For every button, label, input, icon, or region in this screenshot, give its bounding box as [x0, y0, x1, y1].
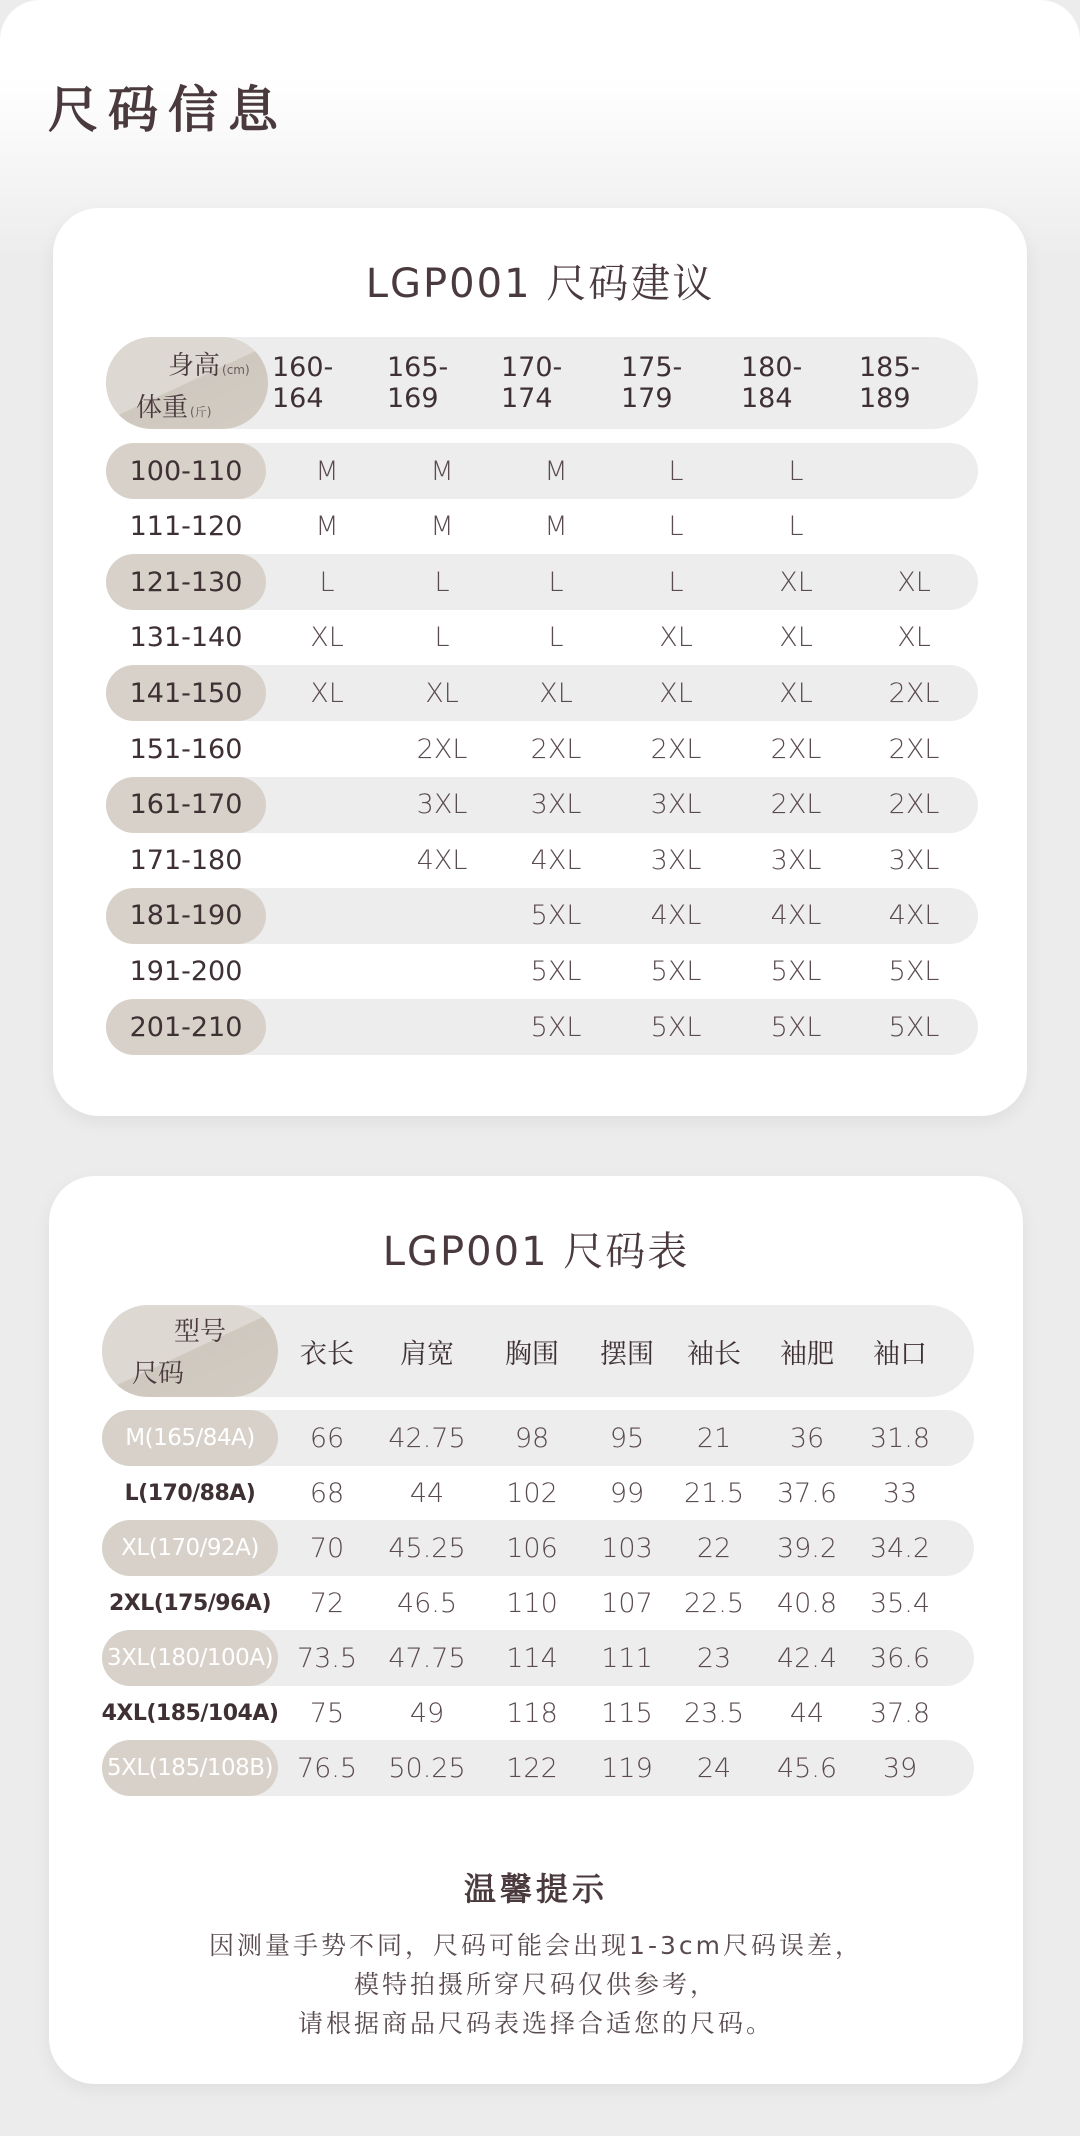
measure-cell: 21: [696, 1422, 732, 1454]
measure-cell: 44: [409, 1477, 445, 1509]
size-cell: [859, 499, 969, 555]
measure-cell: 37.6: [776, 1477, 838, 1509]
size-recommend-card: [53, 208, 1027, 1116]
measure-cell: 99: [609, 1477, 645, 1509]
tips-line: 模特拍摄所穿尺码仅供参考，: [353, 1970, 718, 1999]
size-cell: 4XL: [770, 900, 822, 932]
size-cell: 4XL: [416, 844, 468, 876]
recommend-title: LGP001 尺码建议: [365, 261, 715, 307]
measure-cell: 95: [609, 1422, 645, 1454]
size-cell: [272, 943, 382, 999]
weight-range: 100-110: [106, 443, 266, 499]
weight-range: 181-190: [106, 888, 266, 944]
corner-model-label: 型号: [174, 1317, 227, 1347]
size-cell: 5XL: [530, 900, 582, 932]
measure-cell: 47.75: [388, 1642, 466, 1674]
measure-cell: 66: [309, 1422, 345, 1454]
recommend-row: [106, 777, 978, 833]
size-cell: L: [434, 622, 450, 654]
size-cell: XL: [779, 566, 813, 598]
recommend-row: [106, 499, 978, 555]
size-cell: [387, 943, 497, 999]
measure-cell: 34.2: [869, 1532, 931, 1564]
size-cell: M: [430, 511, 454, 543]
measure-cell: 44: [789, 1697, 825, 1729]
size-cell: XL: [310, 677, 344, 709]
size-cell: 3XL: [770, 844, 822, 876]
corner-size-label: 尺码: [132, 1359, 185, 1389]
size-chart-row: [102, 1685, 974, 1741]
recommend-header: [106, 337, 978, 429]
measure-cell: 107: [601, 1587, 653, 1619]
height-col-header: 180-184: [741, 352, 803, 414]
measure-cell: 72: [309, 1587, 345, 1619]
weight-range: 201-210: [106, 999, 266, 1055]
size-chart-row: [102, 1740, 974, 1796]
measure-cell: 103: [601, 1532, 653, 1564]
measure-col-header: 袖长: [687, 1338, 741, 1370]
measure-cell: 21.5: [683, 1477, 745, 1509]
recommend-row: [106, 943, 978, 999]
height-col-header: 185-189: [859, 352, 921, 414]
size-label: 2XL(175/96A): [109, 1590, 271, 1616]
measure-cell: 45.25: [388, 1532, 466, 1564]
size-cell: XL: [659, 677, 693, 709]
measure-cell: 39.2: [776, 1532, 838, 1564]
size-cell: [272, 777, 382, 833]
size-label: 4XL(185/104A): [101, 1700, 279, 1726]
header-corner: [106, 337, 268, 429]
size-cell: 3XL: [888, 844, 940, 876]
recommend-row: [106, 832, 978, 888]
size-chart-row: [102, 1575, 974, 1631]
height-col-header: 175-179: [621, 352, 683, 414]
weight-range: 131-140: [129, 622, 243, 654]
size-cell: XL: [310, 622, 344, 654]
size-label: XL(170/92A): [102, 1520, 278, 1576]
measure-cell: 42.4: [776, 1642, 838, 1674]
header-corner: [102, 1305, 278, 1397]
measure-cell: 102: [506, 1477, 558, 1509]
size-cell: L: [548, 566, 564, 598]
recommend-row: [106, 443, 978, 499]
size-cell: 3XL: [650, 844, 702, 876]
measure-col-header: 袖肥: [780, 1338, 834, 1370]
measure-cell: 35.4: [869, 1587, 931, 1619]
size-cell: 5XL: [650, 955, 702, 987]
size-label: L(170/88A): [124, 1480, 256, 1506]
measure-cell: 42.75: [388, 1422, 466, 1454]
measure-cell: 111: [601, 1642, 653, 1674]
size-label: M(165/84A): [102, 1410, 278, 1466]
size-cell: [387, 888, 497, 944]
size-cell: M: [430, 455, 454, 487]
corner-weight-unit: (斤): [190, 405, 212, 419]
weight-range: 111-120: [129, 511, 243, 543]
size-cell: 5XL: [888, 955, 940, 987]
size-chart-card: [49, 1176, 1023, 2084]
measure-col-header: 衣长: [300, 1338, 354, 1370]
measure-cell: 50.25: [388, 1752, 466, 1784]
size-label: 5XL(185/108B): [102, 1740, 278, 1796]
size-cell: 2XL: [770, 733, 822, 765]
size-cell: [387, 999, 497, 1055]
size-cell: 2XL: [888, 733, 940, 765]
size-cell: M: [315, 511, 339, 543]
measure-cell: 46.5: [396, 1587, 458, 1619]
size-cell: M: [544, 511, 568, 543]
size-cell: [272, 999, 382, 1055]
measure-col-header: 胸围: [505, 1338, 559, 1370]
weight-range: 121-130: [106, 554, 266, 610]
size-cell: L: [788, 511, 804, 543]
size-label: 3XL(180/100A): [102, 1630, 278, 1686]
size-cell: [272, 832, 382, 888]
measure-col-header: 肩宽: [400, 1338, 454, 1370]
size-cell: [272, 721, 382, 777]
size-cell: 2XL: [530, 733, 582, 765]
size-cell: L: [668, 455, 684, 487]
size-cell: 3XL: [416, 789, 468, 821]
size-cell: 3XL: [530, 789, 582, 821]
tips-line: 因测量手势不同，尺码可能会出现1-3cm尺码误差，: [209, 1931, 863, 1960]
size-cell: L: [788, 455, 804, 487]
size-cell: 4XL: [888, 900, 940, 932]
height-col-header: 160-164: [272, 352, 334, 414]
measure-cell: 40.8: [776, 1587, 838, 1619]
size-cell: 2XL: [770, 789, 822, 821]
measure-cell: 70: [309, 1532, 345, 1564]
size-cell: 2XL: [650, 733, 702, 765]
size-cell: M: [315, 455, 339, 487]
size-cell: 5XL: [650, 1011, 702, 1043]
corner-height-label: 身高: [168, 351, 221, 381]
size-cell: M: [544, 455, 568, 487]
size-cell: XL: [779, 622, 813, 654]
size-cell: 2XL: [888, 789, 940, 821]
measure-col-header: 摆围: [600, 1338, 654, 1370]
measure-cell: 119: [601, 1752, 653, 1784]
size-cell: 5XL: [770, 1011, 822, 1043]
size-cell: 5XL: [530, 1011, 582, 1043]
recommend-row: [106, 610, 978, 666]
size-cell: XL: [659, 622, 693, 654]
size-cell: L: [319, 566, 335, 598]
measure-cell: 75: [309, 1697, 345, 1729]
measure-cell: 36: [789, 1422, 825, 1454]
weight-range: 151-160: [129, 733, 243, 765]
tips-line: 请根据商品尺码表选择合适您的尺码。: [297, 2009, 774, 2038]
size-chart-row: [102, 1465, 974, 1521]
measure-cell: 118: [506, 1697, 558, 1729]
corner-weight-label: 体重: [136, 393, 189, 423]
weight-range: 161-170: [106, 777, 266, 833]
size-chart-header: [102, 1305, 974, 1397]
measure-cell: 33: [882, 1477, 918, 1509]
size-cell: 5XL: [530, 955, 582, 987]
measure-cell: 24: [696, 1752, 732, 1784]
height-col-header: 165-169: [387, 352, 449, 414]
measure-cell: 114: [506, 1642, 558, 1674]
measure-cell: 45.6: [776, 1752, 838, 1784]
size-cell: L: [668, 511, 684, 543]
measure-cell: 23: [696, 1642, 732, 1674]
size-cell: L: [434, 566, 450, 598]
size-cell: XL: [779, 677, 813, 709]
measure-cell: 36.6: [869, 1642, 931, 1674]
weight-range: 171-180: [129, 844, 243, 876]
measure-cell: 68: [309, 1477, 345, 1509]
measure-cell: 106: [506, 1532, 558, 1564]
weight-range: 141-150: [106, 665, 266, 721]
measure-cell: 110: [506, 1587, 558, 1619]
measure-cell: 115: [601, 1697, 653, 1729]
measure-cell: 76.5: [296, 1752, 358, 1784]
size-cell: 2XL: [888, 677, 940, 709]
size-cell: [272, 888, 382, 944]
measure-col-header: 袖口: [873, 1338, 927, 1370]
size-cell: 5XL: [888, 1011, 940, 1043]
size-chart-row: [102, 1520, 974, 1576]
measure-cell: 73.5: [296, 1642, 358, 1674]
measure-cell: 39: [882, 1752, 918, 1784]
size-chart-row: [102, 1630, 974, 1686]
corner-height-unit: (cm): [222, 363, 250, 377]
height-col-header: 170-174: [501, 352, 563, 414]
size-cell: XL: [897, 622, 931, 654]
measure-cell: 122: [506, 1752, 558, 1784]
size-cell: L: [668, 566, 684, 598]
recommend-row: [106, 721, 978, 777]
page-title: 尺码信息: [48, 81, 288, 139]
weight-range: 191-200: [129, 955, 243, 987]
size-chart-title: LGP001 尺码表: [382, 1229, 690, 1275]
size-cell: XL: [425, 677, 459, 709]
measure-cell: 31.8: [869, 1422, 931, 1454]
size-cell: XL: [539, 677, 573, 709]
tips-title: 温馨提示: [463, 1870, 608, 1908]
size-cell: L: [548, 622, 564, 654]
size-cell: 5XL: [770, 955, 822, 987]
measure-cell: 23.5: [683, 1697, 745, 1729]
recommend-row: [106, 665, 978, 721]
size-cell: XL: [897, 566, 931, 598]
measure-cell: 37.8: [869, 1697, 931, 1729]
measure-cell: 98: [514, 1422, 550, 1454]
measure-cell: 49: [409, 1697, 445, 1729]
size-cell: 3XL: [650, 789, 702, 821]
measure-cell: 22.5: [683, 1587, 745, 1619]
size-cell: 4XL: [650, 900, 702, 932]
measure-cell: 22: [696, 1532, 732, 1564]
size-cell: 2XL: [416, 733, 468, 765]
recommend-row: [106, 999, 978, 1055]
size-chart-row: [102, 1410, 974, 1466]
size-cell: [859, 443, 969, 499]
recommend-row: [106, 554, 978, 610]
recommend-row: [106, 888, 978, 944]
size-cell: 4XL: [530, 844, 582, 876]
